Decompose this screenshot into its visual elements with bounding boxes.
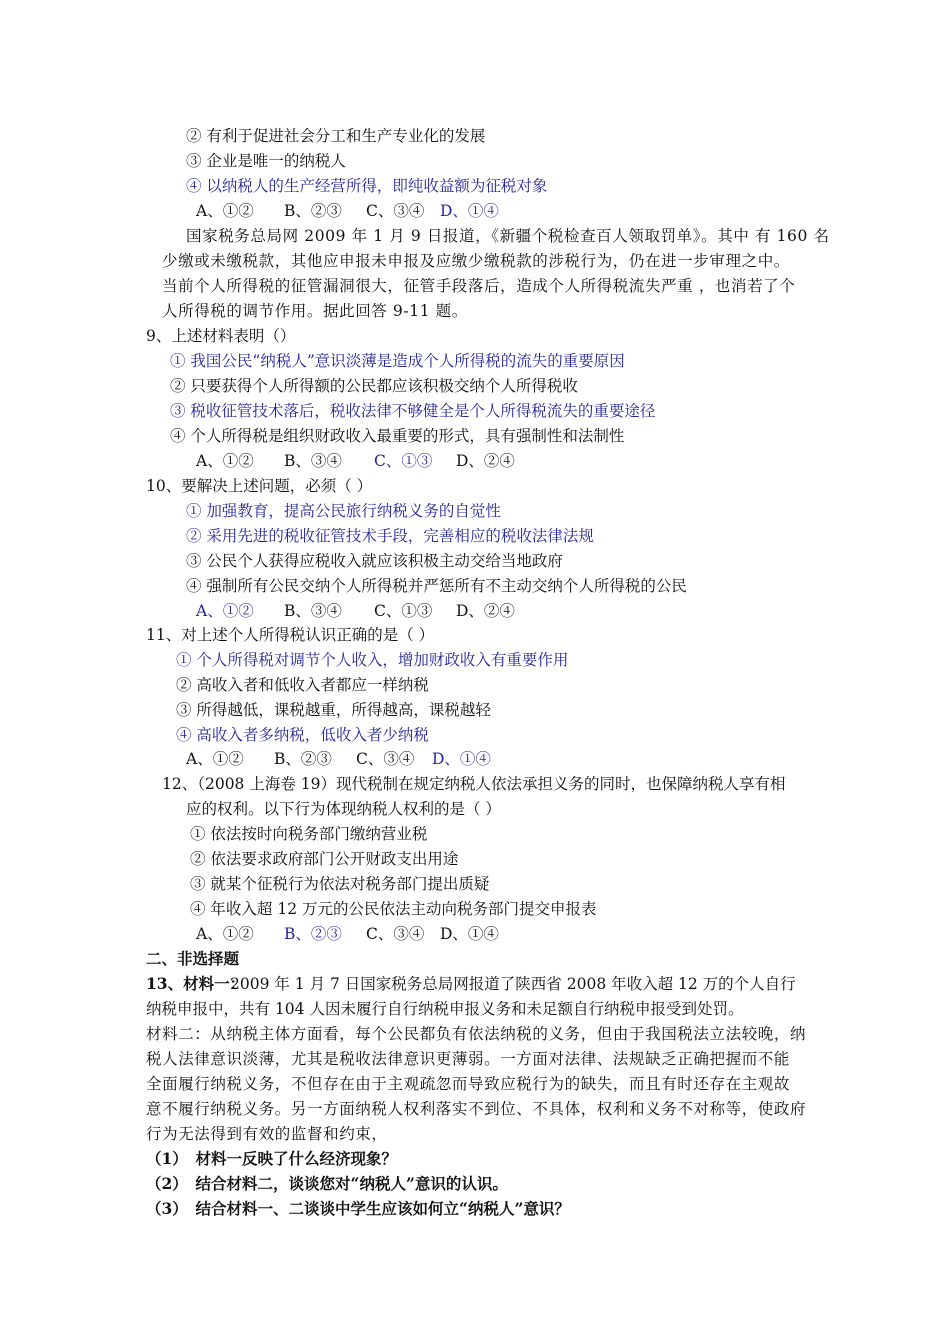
passage-line: 意不履行纳税义务。另一方面纳税人权利落实不到位、不具体，权利和义务不对称等，使政府: [146, 1100, 807, 1118]
answer-choice: A、①②: [196, 602, 254, 620]
answer-choice: D、①④: [440, 925, 499, 943]
question-stem: 应的权利。以下行为体现纳税人权利的是（ ）: [186, 800, 501, 818]
answer-choice: B、②③: [274, 750, 332, 768]
option-line: ② 高收入者和低收入者都应一样纳税: [176, 676, 429, 694]
option-line: ① 个人所得税对调节个人收入，增加财政收入有重要作用: [176, 651, 569, 669]
answer-choice: C、①③: [374, 602, 433, 620]
subquestion: （3） 结合材料一、二谈谈中学生应该如何立“纳税人”意识？: [146, 1199, 570, 1218]
option-line: ② 有利于促进社会分工和生产专业化的发展: [186, 127, 486, 145]
subquestion: （1） 材料一反映了什么经济现象？: [146, 1149, 398, 1168]
answer-choice: C、③④: [366, 202, 425, 220]
question-stem: 12、（2008 上海卷 19）现代税制在规定纳税人依法承担义务的同时，也保障纳税人享有相: [162, 775, 786, 793]
option-line: ④ 以纳税人的生产经营所得，即纯收益额为征税对象: [186, 177, 548, 195]
passage-line: 国家税务总局网 2009 年 1 月 9 日报道，《新疆个税检查百人领取罚单》。其中 有 160 名: [186, 227, 830, 245]
question-stem: 9、上述材料表明（）: [146, 327, 296, 345]
passage-line: 2009 年 1 月 7 日国家税务总局网报道了陕西省 2008 年收入超 12 万的个人自行: [230, 975, 796, 993]
answer-choice: D、②④: [456, 602, 515, 620]
answer-choice: A、①②: [196, 452, 254, 470]
answer-choice: B、③④: [284, 602, 342, 620]
option-line: ④ 个人所得税是组织财政收入最重要的形式，具有强制性和法制性: [170, 427, 625, 445]
option-line: ③ 就某个征税行为依法对税务部门提出质疑: [190, 875, 490, 893]
answer-choice: C、③④: [366, 925, 425, 943]
passage-line: 全面履行纳税义务，不但存在由于主观疏忽而导致应税行为的缺失，而且有时还存在主观故: [146, 1075, 791, 1093]
answer-choice: D、①④: [440, 202, 499, 220]
section-heading: 二、非选择题: [146, 949, 240, 968]
material-label: 13、材料一：: [146, 974, 246, 993]
answer-choice: D、①④: [432, 750, 491, 768]
answer-choice: B、②③: [284, 925, 342, 943]
passage-line: 人所得税的调节作用。据此回答 9-11 题。: [162, 302, 468, 320]
answer-choice: A、①②: [196, 925, 254, 943]
question-stem: 11、对上述个人所得税认识正确的是（ ）: [146, 626, 435, 644]
answer-choice: A、①②: [186, 750, 244, 768]
passage-line: 纳税申报中，共有 104 人因未履行自行纳税申报义务和未足额自行纳税申报受到处罚。: [146, 1000, 744, 1018]
passage-line: 材料二：从纳税主体方面看，每个公民都负有依法纳税的义务，但由于我国税法立法较晚，纳: [146, 1025, 807, 1043]
option-line: ① 加强教育，提高公民旅行纳税义务的自觉性: [186, 502, 501, 520]
passage-line: 税人法律意识淡薄，尤其是税收法律意识更薄弱。一方面对法律、法规缺乏正确把握而不能: [146, 1050, 791, 1068]
option-line: ① 我国公民“纳税人”意识淡薄是造成个人所得税的流失的重要原因: [170, 352, 625, 370]
option-line: ③ 所得越低，课税越重，所得越高，课税越轻: [176, 701, 491, 719]
answer-choice: B、②③: [284, 202, 342, 220]
option-line: ② 只要获得个人所得额的公民都应该积极交纳个人所得税收: [170, 377, 578, 395]
option-line: ② 采用先进的税收征管技术手段，完善相应的税收法律法规: [186, 527, 594, 545]
option-line: ③ 企业是唯一的纳税人: [186, 152, 346, 170]
subquestion: （2） 结合材料二，谈谈您对“纳税人”意识的认识。: [146, 1174, 508, 1193]
answer-choice: C、①③: [374, 452, 433, 470]
question-stem: 10、要解决上述问题，必须（ ）: [146, 477, 373, 495]
option-line: ④ 强制所有公民交纳个人所得税并严惩所有不主动交纳个人所得税的公民: [186, 577, 687, 595]
option-line: ② 依法要求政府部门公开财政支出用途: [190, 850, 459, 868]
option-line: ④ 年收入超 12 万元的公民依法主动向税务部门提交申报表: [190, 900, 597, 918]
answer-choice: A、①②: [196, 202, 254, 220]
passage-line: 少缴或未缴税款，其他应申报未申报及应缴少缴税款的涉税行为，仍在进一步审理之中。: [162, 252, 790, 270]
passage-line: 当前个人所得税的征管漏洞很大，征管手段落后，造成个人所得税流失严重 ，也消若了个: [162, 277, 796, 295]
option-line: ① 依法按时向税务部门缴纳营业税: [190, 825, 428, 843]
option-line: ③ 税收征管技术落后，税收法律不够健全是个人所得税流失的重要途径: [170, 402, 656, 420]
option-line: ③ 公民个人获得应税收入就应该积极主动交给当地政府: [186, 552, 563, 570]
option-line: ④ 高收入者多纳税，低收入者少纳税: [176, 726, 429, 744]
answer-choice: C、③④: [356, 750, 415, 768]
answer-choice: D、②④: [456, 452, 515, 470]
answer-choice: B、③④: [284, 452, 342, 470]
passage-line: 行为无法得到有效的监督和约束，: [146, 1125, 388, 1143]
